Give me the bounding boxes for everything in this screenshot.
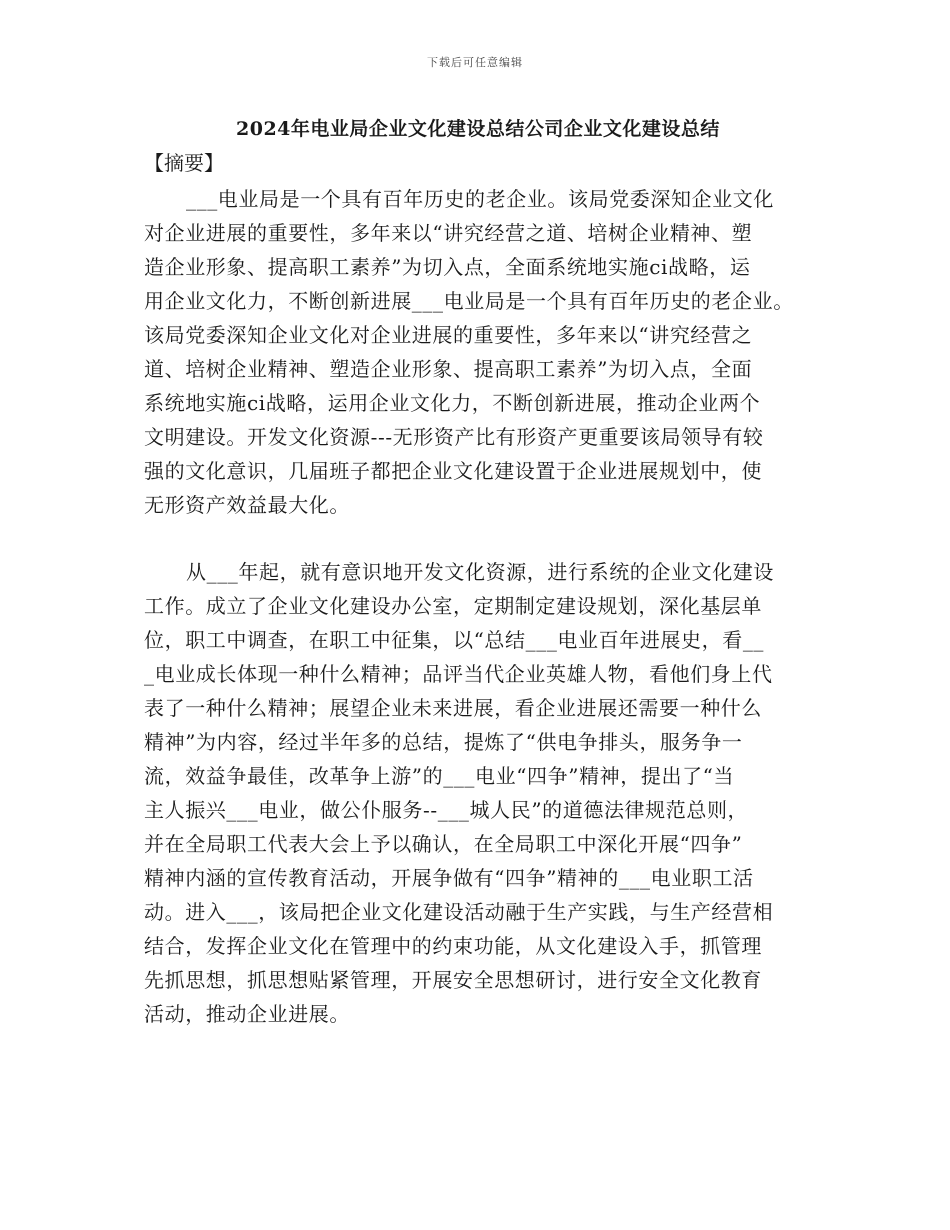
text-line: 该局党委深知企业文化对企业进展的重要性，多年来以“讲究经营之 xyxy=(144,323,753,347)
header-note: 下载后可任意编辑 xyxy=(427,56,523,69)
text-line: 动。进入___，该局把企业文化建设活动融于生产实践，与生产经营相 xyxy=(144,900,774,924)
text-line: 工作。成立了企业文化建设办公室，定期制定建设规划，深化基层单 xyxy=(144,594,762,618)
text-line: 从___年起，就有意识地开发文化资源，进行系统的企业文化建设 xyxy=(186,560,774,584)
text-line: 道、培树企业精神、塑造企业形象、提高职工素养”为切入点，全面 xyxy=(144,357,753,381)
text-line: 系统地实施ci战略，运用企业文化力，不断创新进展，推动企业两个 xyxy=(144,391,761,415)
text-line: 结合，发挥企业文化在管理中的约束功能，从文化建设入手，抓管理 xyxy=(144,934,762,958)
paragraph-2 xyxy=(144,555,824,1031)
text-line: 文明建设。开发文化资源---无形资产比有形资产更重要该局领导有较 xyxy=(144,425,764,449)
text-line: _电业成长体现一种什么精神；品评当代企业英雄人物，看他们身上代 xyxy=(144,662,773,686)
paragraph-1 xyxy=(144,182,824,522)
text-line: 对企业进展的重要性，多年来以“讲究经营之道、培树企业精神、塑 xyxy=(144,221,753,245)
text-line: 活动，推动企业进展。 xyxy=(144,1002,350,1026)
text-line: 用企业文化力，不断创新进展___电业局是一个具有百年历史的老企业。 xyxy=(144,289,794,313)
text-line: 表了一种什么精神；展望企业未来进展，看企业进展还需要一种什么 xyxy=(144,696,762,720)
text-line: 精神”为内容，经过半年多的总结，提炼了“供电争排头，服务争一 xyxy=(144,730,743,754)
text-line: 位，职工中调查，在职工中征集，以“总结___电业百年进展史，看__ xyxy=(144,628,765,652)
text-line: 强的文化意识，几届班子都把企业文化建设置于企业进展规划中，使 xyxy=(144,459,762,483)
text-line: 先抓思想，抓思想贴紧管理，开展安全思想研讨，进行安全文化教育 xyxy=(144,968,762,992)
document-title: 2024年电业局企业文化建设总结公司企业文化建设总结 xyxy=(236,118,720,140)
text-line: 造企业形象、提高职工素养”为切入点，全面系统地实施ci战略，运 xyxy=(144,255,751,279)
text-line: 流，效益争最佳，改革争上游”的___电业“四争”精神，提出了“当 xyxy=(144,764,735,788)
abstract-label: 【摘要】 xyxy=(144,151,224,175)
text-line: 无形资产效益最大化。 xyxy=(144,493,350,517)
text-line: ___电业局是一个具有百年历史的老企业。该局党委深知企业文化 xyxy=(186,187,774,211)
text-line: 精神内涵的宣传教育活动，开展争做有“四争”精神的___电业职工活 xyxy=(144,866,754,890)
text-line: 并在全局职工代表大会上予以确认，在全局职工中深化开展“四争” xyxy=(144,832,743,856)
text-line: 主人振兴___电业，做公仆服务--___城人民”的道德法律规范总则， xyxy=(144,798,749,822)
